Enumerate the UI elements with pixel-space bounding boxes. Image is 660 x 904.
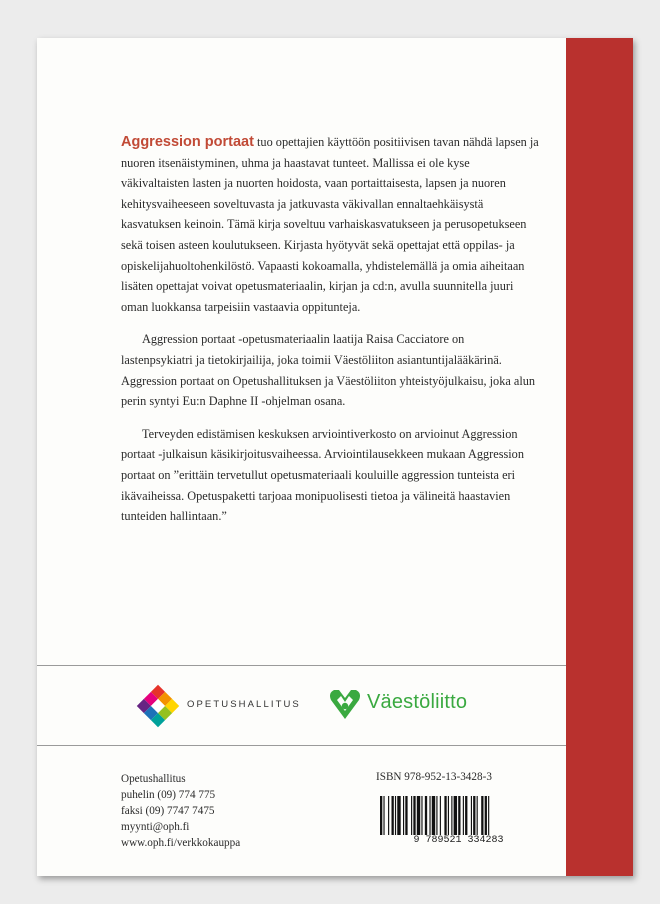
publisher-contact — [121, 771, 240, 851]
publisher-fax: faksi (09) 7747 7475 — [121, 805, 215, 817]
lead-title: Aggression portaat — [121, 134, 254, 150]
barcode-digits: 9 789521 334283 — [376, 835, 541, 846]
vaestoliitto-logo — [327, 683, 497, 729]
publisher-website: www.oph.fi/verkkokauppa — [121, 837, 241, 849]
opetushallitus-wordmark: OPETUSHALLITUS — [187, 699, 301, 710]
blurb-text — [121, 132, 539, 539]
divider-bottom — [37, 745, 566, 746]
vaestoliitto-wordmark: Väestöliitto — [367, 691, 468, 713]
opetushallitus-logo — [135, 683, 301, 729]
vaestoliitto-heart-icon — [327, 686, 363, 722]
divider-top — [37, 665, 566, 666]
publisher-email: myynti@oph.fi — [121, 821, 190, 833]
blurb-paragraph-1-text: tuo opettajien käyttöön positiivisen tavan nähdä lapsen ja nuoren itsenäistyminen, uhma ja haastavat tunteet. Mallissa ei ole kyse väkivaltaisten lasten ja nuorten hoidosta, vaan portaittaisesta, lapsen ja nuoren kehitysvaiheeseen soveltuvasta ja jatkuvasta väkivallan ennaltaehkäisystä kasvatuksen keinoin. Tämä kirja soveltuu varhaiskasvatukseen ja perusopetukseen sekä toisen asteen koulutukseen. Kirjasta hyötyvät sekä opettajat että oppilas- ja opiskelijahuoltohenkilöstö. Vapaasti kokoamalla, yhdistelemällä ja omia aiheitaan lisäten opettajat voivat opetusmateriaalin, kirjan ja cd:n, avulla suunnitella juuri oman luokkansa tarpeisiin vastaavia oppitunteja. — [121, 135, 539, 314]
opetushallitus-diamond-icon — [135, 683, 181, 729]
blurb-paragraph-3: Terveyden edistämisen keskuksen arviointiverkosto on arvioinut Aggression portaat -julkaisun käsikirjoitusvaiheessa. Arviointilausekkeen mukaan Aggression portaat on ”erittäin tervetullut opetusmateriaali kouluille aggression tunteista eri ikävaiheissa. Opetuspaketti tarjoaa monipuolisesti tietoa ja välineitä haastavien tunteiden hallintaan.” — [121, 426, 524, 524]
isbn-label: ISBN 978-952-13-3428-3 — [376, 771, 492, 783]
publisher-phone: puhelin (09) 774 775 — [121, 789, 216, 801]
publisher-name: Opetushallitus — [121, 773, 186, 785]
blurb-paragraph-1 — [121, 132, 539, 317]
blurb-paragraph-2: Aggression portaat -opetusmateriaalin laatija Raisa Cacciatore on lastenpsykiatri ja tietokirjailija, joka toimii Väestöliiton asiantuntijalääkärinä. Aggression portaat on Opetushallituksen ja Väestöliiton yhteistyöjulkaisu, joka alun perin syntyi Eu:n Daphne II -ohjelman osana. — [121, 332, 536, 409]
red-spine-band — [566, 38, 633, 876]
